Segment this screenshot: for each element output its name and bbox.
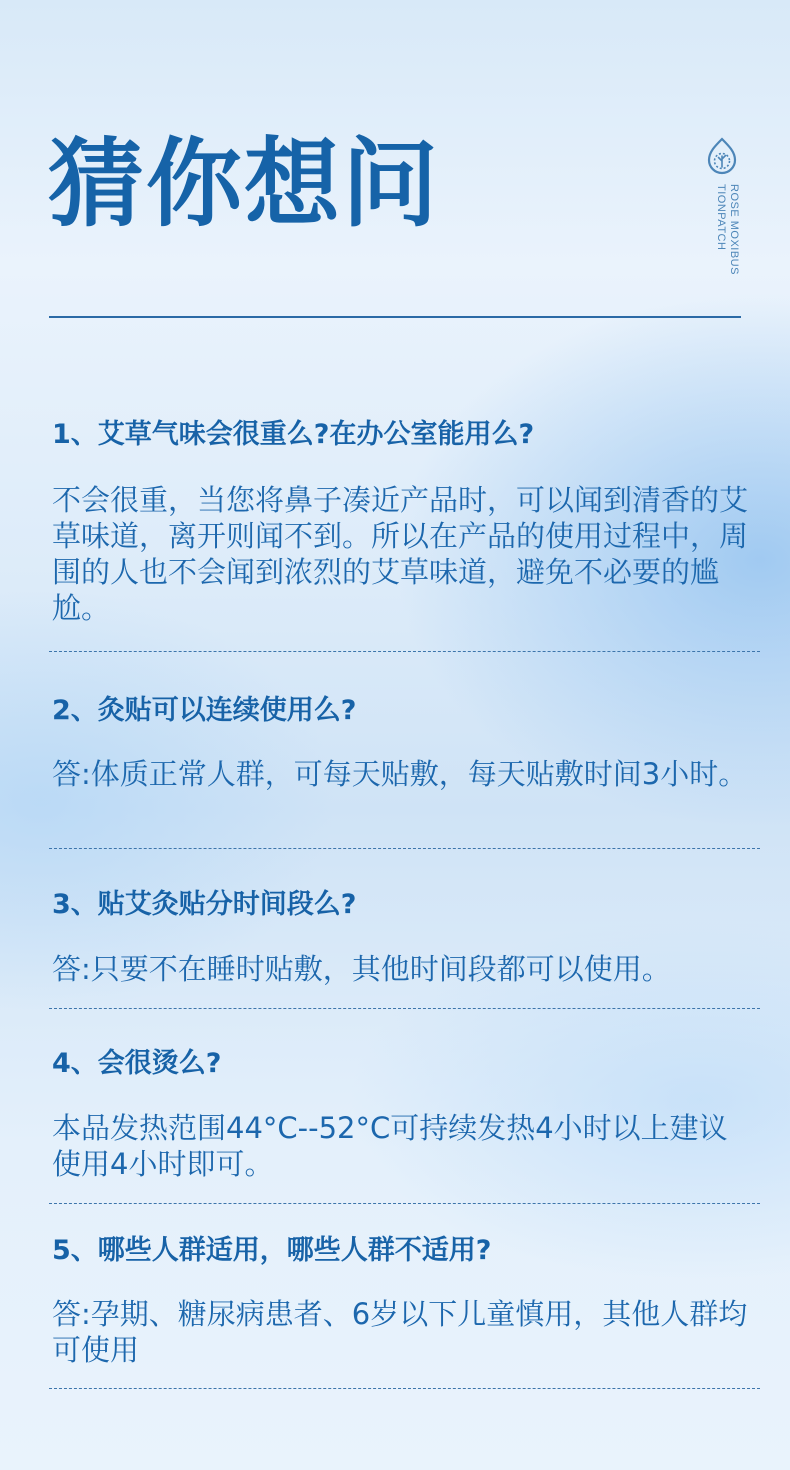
faq-answer-3: 答:只要不在睡时贴敷，其他时间段都可以使用。 — [52, 952, 671, 986]
drop-leaf-logo-icon — [704, 136, 740, 176]
page-title: 猜你想问 — [48, 128, 440, 240]
brand-line-1: ROSE MOXIBUS — [728, 184, 740, 275]
faq-divider-5 — [49, 1388, 760, 1389]
brand-line-2: TIONPATCH — [715, 184, 727, 251]
faq-question-1: 1、艾草气味会很重么?在办公室能用么? — [52, 419, 535, 450]
title-divider — [49, 316, 741, 318]
brand-name — [704, 184, 740, 275]
faq-divider-1 — [49, 651, 760, 652]
faq-question-4: 4、会很烫么? — [52, 1048, 222, 1079]
faq-question-3: 3、贴艾灸贴分时间段么? — [52, 889, 357, 920]
faq-answer-2: 答:体质正常人群，可每天贴敷，每天贴敷时间3小时。 — [52, 757, 748, 791]
faq-question-2: 2、灸贴可以连续使用么? — [52, 695, 357, 726]
faq-question-5: 5、哪些人群适用，哪些人群不适用? — [52, 1235, 492, 1266]
brand-mark — [700, 132, 744, 292]
faq-answer-1: 不会很重，当您将鼻子凑近产品时，可以闻到清香的艾草味道，离开则闻不到。所以在产品的使用过程中，周围的人也不会闻到浓烈的艾草味道，避免不必要的尴尬。 — [52, 483, 749, 625]
faq-answer-4: 本品发热范围44°C--52°C可持续发热4小时以上建议使用4小时即可。 — [52, 1111, 728, 1181]
faq-divider-3 — [49, 1008, 760, 1009]
faq-answer-5: 答:孕期、糖尿病患者、6岁以下儿童慎用，其他人群均可使用 — [52, 1297, 748, 1367]
faq-divider-4 — [49, 1203, 760, 1204]
faq-divider-2 — [49, 848, 760, 849]
